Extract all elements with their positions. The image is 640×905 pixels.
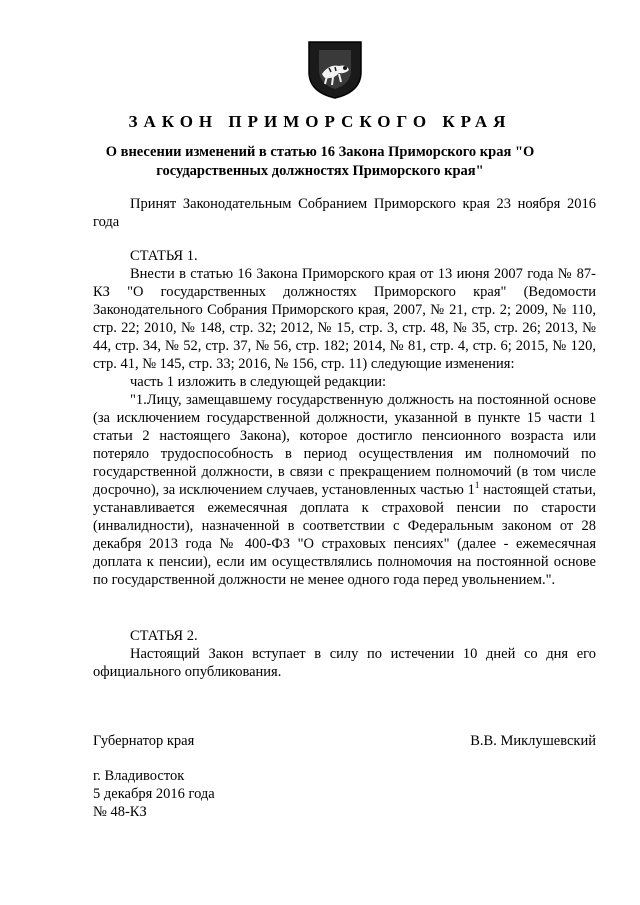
quote-superscript: 1 xyxy=(474,480,480,490)
article-1-intro: Внести в статью 16 Закона Приморского края от 13 июня 2007 года № 87-КЗ "О государственных должностях Приморского края" (Ведомости Законодательного Собрания Приморского края, 2007, № 21, стр. 2; 2009, № 110, стр. 22; 2010, № 148, стр. 32; 2012, № 15, стр. 3, стр. 48, № 35, стр. 26; 2013, № 44, стр. 34, № 52, стр. 37, № 56, стр. 182; 2014, № 81, стр. 4, стр. 6; 2015, № 120, стр. 41, № 145, стр. 33; 2016, № 156, стр. 11) следующие изменения: xyxy=(93,266,596,372)
quote-text-after: настоящей статьи, устанавливается ежемесячная доплата к страховой пенсии по старости (инвалидности), назначенной в соответствии с Федеральным законом от 28 декабря 2013 года № 400-ФЗ "О страховых пенсиях" (далее - ежемесячная доплата к пенсии), если им осуществлялись полномочия на постоянной основе по государственной должности не менее одного года перед увольнением.". xyxy=(93,482,596,588)
document-footer xyxy=(93,767,215,821)
article-1-heading: СТАТЬЯ 1. xyxy=(130,248,198,264)
article-1-part: часть 1 изложить в следующей редакции: xyxy=(130,374,387,390)
adoption-note xyxy=(93,195,596,231)
footer-city: г. Владивосток xyxy=(93,768,185,784)
adoption-text: Принят Законодательным Собранием Приморского края 23 ноября 2016 года xyxy=(93,196,596,230)
signatory-position: Губернатор края xyxy=(93,733,195,749)
coat-of-arms-emblem xyxy=(305,38,365,100)
article-2-heading: СТАТЬЯ 2. xyxy=(130,628,198,644)
signatory-name: В.В. Миклушевский xyxy=(470,733,596,749)
law-title: ЗАКОН ПРИМОРСКОГО КРАЯ xyxy=(128,112,512,131)
footer-date: 5 декабря 2016 года xyxy=(93,786,215,802)
article-2 xyxy=(93,627,596,681)
article-1-quote xyxy=(93,391,596,589)
article-2-text: Настоящий Закон вступает в силу по истечении 10 дней со дня его официального опубликования. xyxy=(93,646,596,680)
quote-text-before: "1.Лицу, замещавшему государственную должность на постоянной основе (за исключением государственной должности, указанной в пункте 15 части 1 статьи 2 настоящего Закона), которое достигло пенсионного возраста или потеряло трудоспособность в период осуществления им полномочий по государственной должности, в связи с прекращением полномочий (в том числе досрочно), за исключением случаев, установленных частью 1 xyxy=(93,392,596,498)
law-subtitle: О внесении изменений в статью 16 Закона Приморского края "О государственных должностях Приморского края" xyxy=(105,144,535,179)
article-1 xyxy=(93,247,596,589)
footer-number: № 48-КЗ xyxy=(93,804,147,820)
signature-block xyxy=(93,733,596,750)
